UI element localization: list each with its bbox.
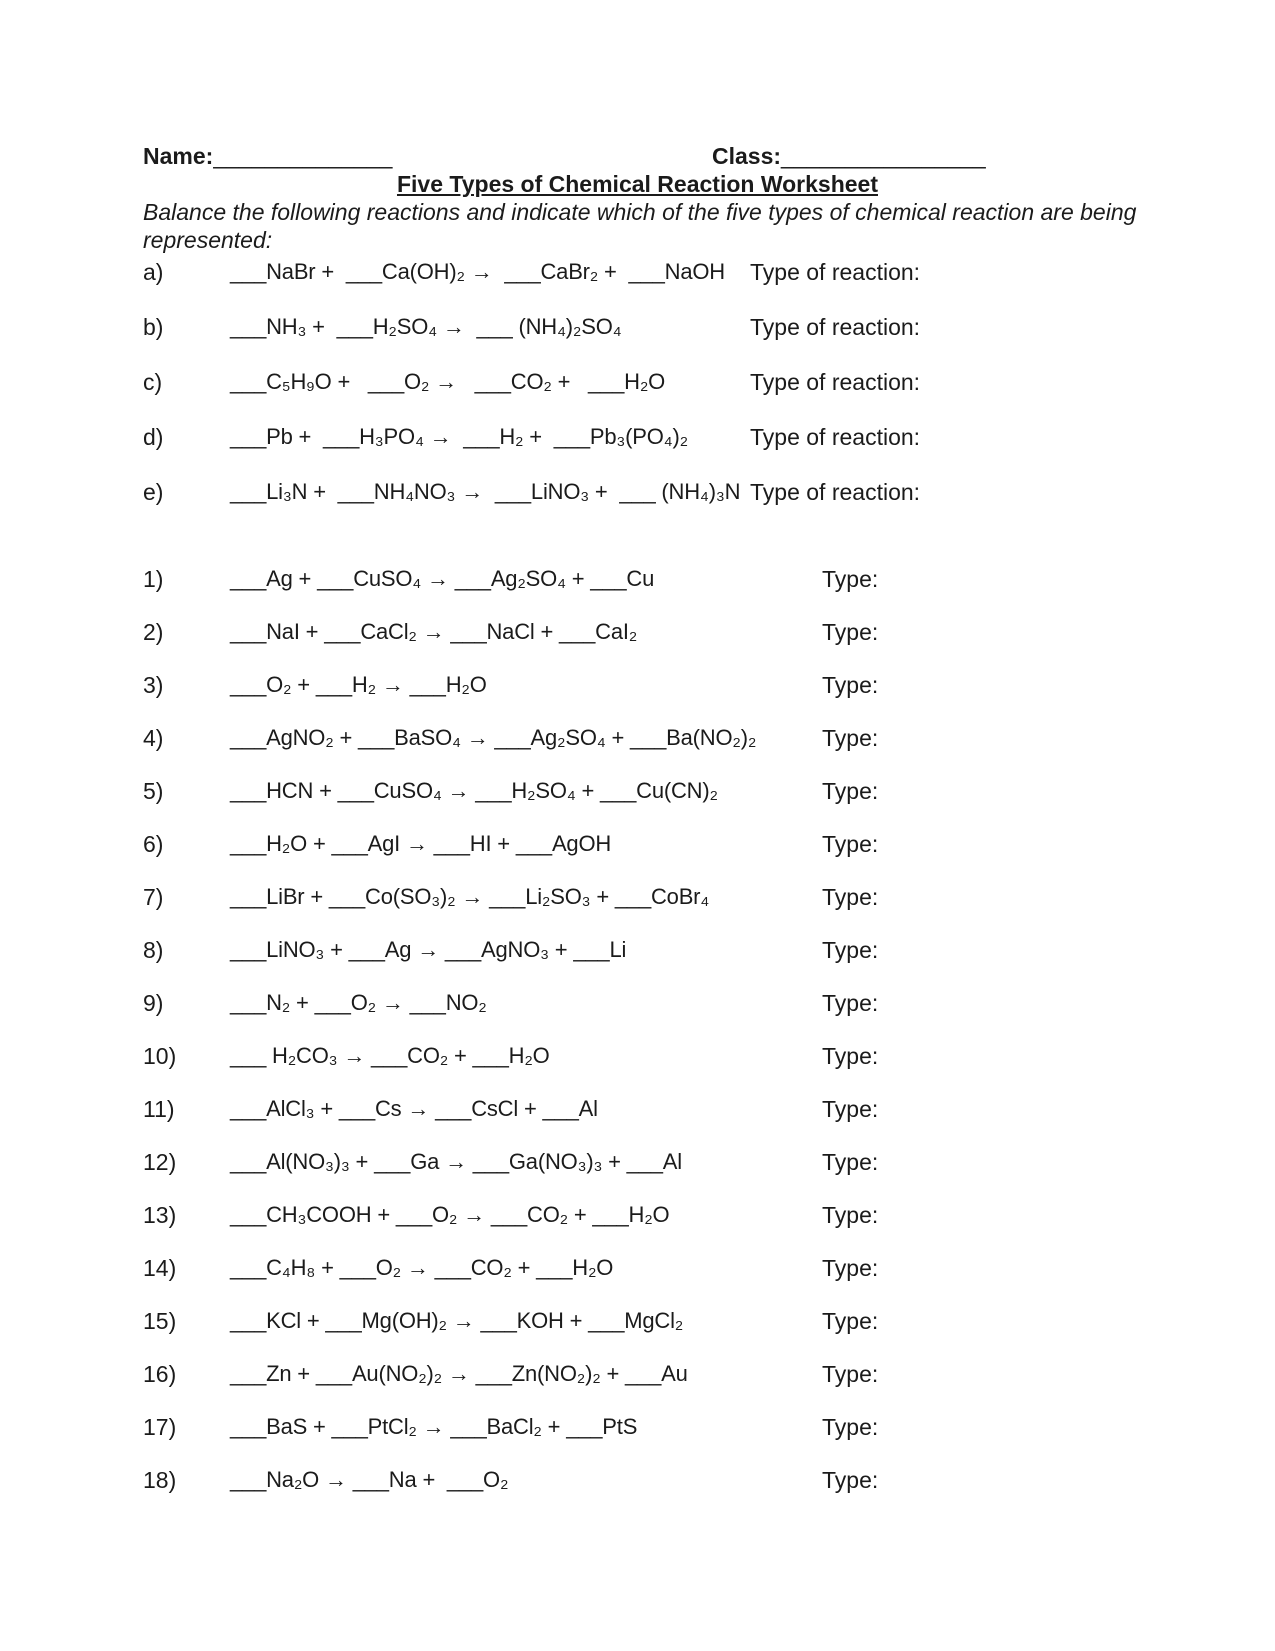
- reaction-equation: ___LiBr + ___Co(SO₃)₂ → ___Li₂SO₃ + ___CoBr₄: [230, 884, 710, 909]
- reaction-equation: ___AlCl₃ + ___Cs → ___CsCl + ___Al: [230, 1096, 598, 1121]
- type-label: Type:: [822, 1308, 879, 1334]
- type-of-reaction-label: Type of reaction:: [750, 259, 921, 285]
- name-label: Name:: [143, 143, 214, 169]
- item-label: 4): [143, 725, 164, 751]
- reaction-item-row: [143, 1414, 878, 1467]
- reaction-equation: ___NH₃ + ___H₂SO₄ → ___ (NH₄)₂SO₄: [230, 314, 622, 339]
- reaction-equation: ___NaI + ___CaCl₂ → ___NaCl + ___CaI₂: [230, 619, 638, 644]
- reaction-item-row: [143, 424, 920, 479]
- reaction-item-row: [143, 725, 878, 778]
- type-of-reaction-label: Type of reaction:: [750, 424, 921, 450]
- type-of-reaction-label: Type of reaction:: [750, 479, 921, 505]
- reaction-item-row: [143, 884, 878, 937]
- type-label: Type:: [822, 1202, 879, 1228]
- type-label: Type:: [822, 884, 879, 910]
- item-label: d): [143, 424, 164, 450]
- type-label: Type:: [822, 1255, 879, 1281]
- reaction-item-row: [143, 1467, 878, 1520]
- class-blank: ________________: [781, 143, 986, 169]
- reaction-item-row: [143, 1149, 878, 1202]
- type-label: Type:: [822, 990, 879, 1016]
- reaction-equation: ___CH₃COOH + ___O₂ → ___CO₂ + ___H₂O: [230, 1202, 670, 1227]
- type-label: Type:: [822, 1361, 879, 1387]
- item-label: 18): [143, 1467, 177, 1493]
- item-label: c): [143, 369, 163, 395]
- lettered-reaction-list: [143, 259, 920, 534]
- item-label: 11): [143, 1096, 175, 1122]
- reaction-item-row: [143, 937, 878, 990]
- type-label: Type:: [822, 566, 879, 592]
- item-label: e): [143, 479, 164, 505]
- reaction-equation: ___Na₂O → ___Na + ___O₂: [230, 1467, 509, 1492]
- reaction-equation: ___C₄H₈ + ___O₂ → ___CO₂ + ___H₂O: [230, 1255, 614, 1280]
- item-label: 15): [143, 1308, 177, 1334]
- item-label: 12): [143, 1149, 177, 1175]
- item-label: 16): [143, 1361, 177, 1387]
- reaction-item-row: [143, 778, 878, 831]
- reaction-item-row: [143, 259, 920, 314]
- reaction-equation: ___ H₂CO₃ → ___CO₂ + ___H₂O: [230, 1043, 550, 1068]
- type-label: Type:: [822, 1096, 879, 1122]
- class-field: [712, 143, 986, 170]
- item-label: b): [143, 314, 164, 340]
- type-label: Type:: [822, 1467, 879, 1493]
- reaction-item-row: [143, 369, 920, 424]
- reaction-equation: ___LiNO₃ + ___Ag → ___AgNO₃ + ___Li: [230, 937, 627, 962]
- type-of-reaction-label: Type of reaction:: [750, 314, 921, 340]
- type-label: Type:: [822, 725, 879, 751]
- reaction-equation: ___HCN + ___CuSO₄ → ___H₂SO₄ + ___Cu(CN)₂: [230, 778, 718, 803]
- item-label: 10): [143, 1043, 177, 1069]
- reaction-equation: ___C₅H₉O + ___O₂ → ___CO₂ + ___H₂O: [230, 369, 666, 394]
- page-title: Five Types of Chemical Reaction Worksheet: [396, 171, 878, 197]
- reaction-item-row: [143, 566, 878, 619]
- reaction-equation: ___H₂O + ___AgI → ___HI + ___AgOH: [230, 831, 612, 856]
- reaction-item-row: [143, 1202, 878, 1255]
- type-label: Type:: [822, 831, 879, 857]
- item-label: 3): [143, 672, 164, 698]
- instructions: [143, 198, 1143, 254]
- numbered-reaction-list: [143, 566, 878, 1520]
- type-label: Type:: [822, 1043, 879, 1069]
- reaction-equation: ___Zn + ___Au(NO₂)₂ → ___Zn(NO₂)₂ + ___Au: [230, 1361, 688, 1386]
- reaction-item-row: [143, 619, 878, 672]
- instructions-line-1: Balance the following reactions and indicate which of the five types of chemical reaction are being: [143, 199, 1137, 225]
- type-label: Type:: [822, 778, 879, 804]
- item-label: 6): [143, 831, 164, 857]
- reaction-item-row: [143, 479, 920, 534]
- class-label: Class:: [712, 143, 782, 169]
- item-label: 5): [143, 778, 164, 804]
- item-label: a): [143, 259, 164, 285]
- instructions-line-2: represented:: [143, 227, 273, 253]
- item-label: 2): [143, 619, 164, 645]
- reaction-equation: ___N₂ + ___O₂ → ___NO₂: [230, 990, 487, 1015]
- item-label: 13): [143, 1202, 177, 1228]
- reaction-equation: ___Li₃N + ___NH₄NO₃ → ___LiNO₃ + ___ (NH₄)₃N: [230, 479, 741, 504]
- reaction-item-row: [143, 1096, 878, 1149]
- item-label: 9): [143, 990, 164, 1016]
- type-label: Type:: [822, 1149, 879, 1175]
- reaction-item-row: [143, 672, 878, 725]
- reaction-equation: ___Al(NO₃)₃ + ___Ga → ___Ga(NO₃)₃ + ___Al: [230, 1149, 682, 1174]
- reaction-item-row: [143, 1361, 878, 1414]
- item-label: 1): [143, 566, 164, 592]
- type-label: Type:: [822, 672, 879, 698]
- reaction-equation: ___AgNO₂ + ___BaSO₄ → ___Ag₂SO₄ + ___Ba(NO₂)₂: [230, 725, 757, 750]
- name-field: [143, 143, 392, 170]
- reaction-item-row: [143, 1043, 878, 1096]
- type-of-reaction-label: Type of reaction:: [750, 369, 921, 395]
- reaction-equation: ___Ag + ___CuSO₄ → ___Ag₂SO₄ + ___Cu: [230, 566, 655, 591]
- reaction-equation: ___KCl + ___Mg(OH)₂ → ___KOH + ___MgCl₂: [230, 1308, 684, 1333]
- reaction-equation: ___BaS + ___PtCl₂ → ___BaCl₂ + ___PtS: [230, 1414, 638, 1439]
- reaction-item-row: [143, 1255, 878, 1308]
- reaction-item-row: [143, 990, 878, 1043]
- type-label: Type:: [822, 619, 879, 645]
- type-label: Type:: [822, 1414, 879, 1440]
- item-label: 7): [143, 884, 164, 910]
- item-label: 14): [143, 1255, 177, 1281]
- reaction-equation: ___NaBr + ___Ca(OH)₂ → ___CaBr₂ + ___NaOH: [230, 259, 725, 284]
- name-blank: ______________: [213, 143, 393, 169]
- reaction-equation: ___O₂ + ___H₂ → ___H₂O: [230, 672, 487, 697]
- item-label: 17): [143, 1414, 177, 1440]
- reaction-item-row: [143, 831, 878, 884]
- reaction-item-row: [143, 314, 920, 369]
- reaction-equation: ___Pb + ___H₃PO₄ → ___H₂ + ___Pb₃(PO₄)₂: [230, 424, 688, 449]
- reaction-item-row: [143, 1308, 878, 1361]
- item-label: 8): [143, 937, 164, 963]
- type-label: Type:: [822, 937, 879, 963]
